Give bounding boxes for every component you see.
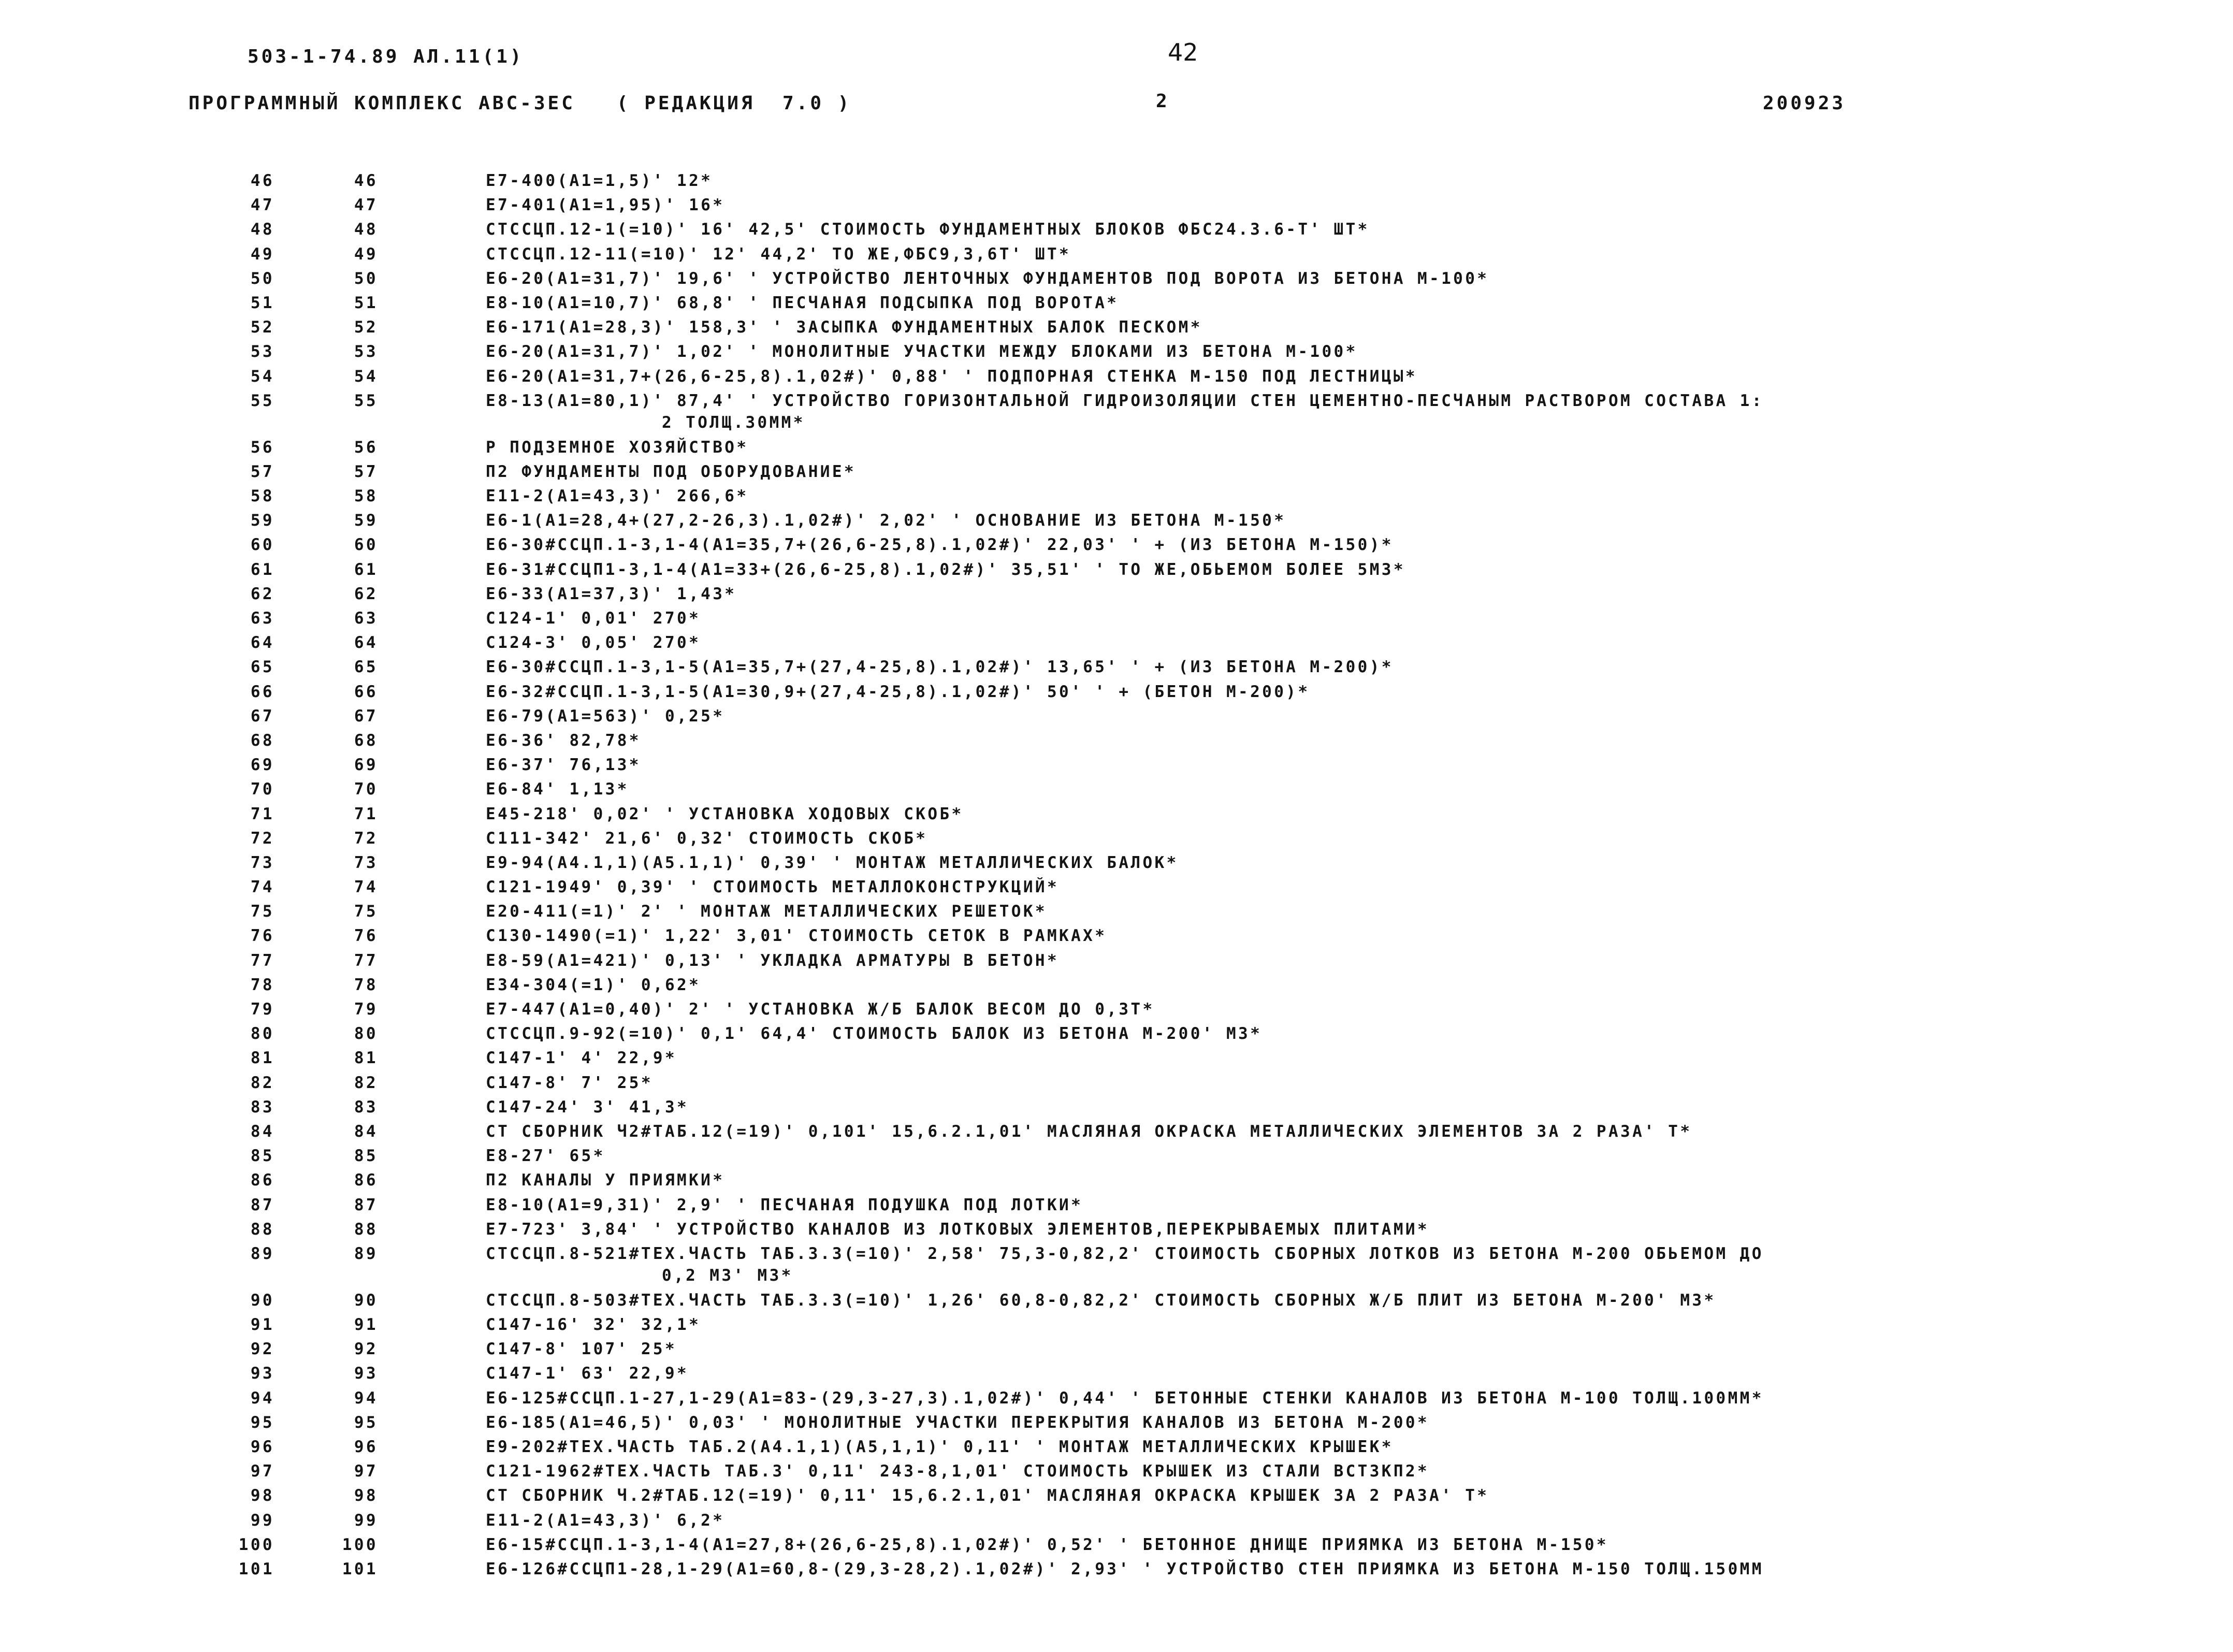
row-text <box>486 828 2226 849</box>
row-number: 51 <box>250 293 274 312</box>
row-text <box>486 341 2226 363</box>
listing-row <box>0 292 2233 316</box>
row-text-main: Е6-30#ССЦП.1-3,1-5(А1=35,7+(27,4-25,8).1,02#)' 13,65' ' + (ИЗ БЕТОНА М-200)* <box>486 658 1394 677</box>
row-number: 85 <box>250 1147 274 1166</box>
row-index: 89 <box>354 1244 378 1263</box>
row-text-main: Е6-15#ССЦП.1-3,1-4(А1=27,8+(26,6-25,8).1,02#)' 0,52' ' БЕТОННОЕ ДНИЩЕ ПРИЯМКА ИЗ БЕТОНА М-150* <box>486 1535 1608 1554</box>
row-text-main: С111-342' 21,6' 0,32' СТОИМОСТЬ СКОБ* <box>486 829 928 848</box>
listing-row <box>0 341 2233 365</box>
row-index: 48 <box>354 220 378 239</box>
listing-row <box>0 876 2233 901</box>
listing-row <box>0 656 2233 680</box>
row-number: 61 <box>250 560 274 579</box>
row-text-main: С147-1' 63' 22,9* <box>486 1364 689 1383</box>
row-index: 47 <box>354 196 378 215</box>
row-text-main: Е6-33(А1=37,3)' 1,43* <box>486 584 737 603</box>
listing-row <box>0 1485 2233 1509</box>
row-text-main: П2 ФУНДАМЕНТЫ ПОД ОБОРУДОВАНИЕ* <box>486 462 856 481</box>
row-index: 56 <box>354 438 378 457</box>
listing-row <box>0 852 2233 876</box>
row-text <box>486 1072 2226 1094</box>
row-index: 57 <box>354 462 378 481</box>
row-text <box>486 1314 2226 1336</box>
row-text <box>486 1121 2226 1142</box>
row-text-main: Е8-10(А1=9,31)' 2,9' ' ПЕСЧАНАЯ ПОДУШКА ПОД ЛОТКИ* <box>486 1195 1083 1214</box>
row-index: 81 <box>354 1049 378 1068</box>
row-text-main: СТССЦП.8-503#ТЕХ.ЧАСТЬ ТАБ.3.3(=10)' 1,26' 60,8-0,82,2' СТОИМОСТЬ СБОРНЫХ Ж/Б ПЛИТ ИЗ БЕТОНА М-200' М3* <box>486 1291 1716 1310</box>
row-number: 48 <box>250 220 274 239</box>
row-text-main: Е7-401(А1=1,95)' 16* <box>486 196 725 215</box>
listing-row <box>0 461 2233 485</box>
row-index: 99 <box>354 1511 378 1530</box>
row-number: 83 <box>250 1097 274 1117</box>
row-text-main: С124-1' 0,01' 270* <box>486 609 701 628</box>
row-number: 80 <box>250 1024 274 1044</box>
listing-row <box>0 534 2233 558</box>
row-text-main: СТ СБОРНИК Ч.2#ТАБ.12(=19)' 0,11' 15,6.2.1,01' МАСЛЯНАЯ ОКРАСКА КРЫШЕК ЗА 2 РАЗА' Т* <box>486 1486 1489 1505</box>
row-number: 78 <box>250 975 274 994</box>
row-text <box>486 1145 2226 1167</box>
row-number: 88 <box>250 1220 274 1239</box>
listing-row <box>0 901 2233 925</box>
listing-row <box>0 950 2233 974</box>
listing-row <box>0 1338 2233 1363</box>
row-index: 95 <box>354 1413 378 1432</box>
row-text-main: СТССЦП.12-1(=10)' 16' 42,5' СТОИМОСТЬ ФУНДАМЕНТНЫХ БЛОКОВ ФБС24.3.6-Т' ШТ* <box>486 220 1370 239</box>
row-text-main: Е6-32#ССЦП.1-3,1-5(А1=30,9+(27,4-25,8).1,02#)' 50' ' + (БЕТОН М-200)* <box>486 682 1310 701</box>
row-text-main: Е45-218' 0,02' ' УСТАНОВКА ХОДОВЫХ СКОБ* <box>486 804 964 823</box>
row-index: 46 <box>354 171 378 190</box>
row-text <box>486 1194 2226 1216</box>
row-number: 49 <box>250 244 274 264</box>
row-number: 47 <box>250 196 274 215</box>
listing-row <box>0 1558 2233 1583</box>
row-text <box>486 754 2226 776</box>
row-text <box>486 534 2226 556</box>
row-number: 98 <box>250 1486 274 1505</box>
row-number: 60 <box>250 535 274 555</box>
row-text <box>486 437 2226 458</box>
listing-row <box>0 681 2233 705</box>
program-title: ПРОГРАММНЫЙ КОМПЛЕКС АВС-ЗЕС ( РЕДАКЦИЯ 7.0 ) <box>189 93 852 114</box>
row-index: 72 <box>354 829 378 848</box>
row-text-main: С147-1' 4' 22,9* <box>486 1049 677 1068</box>
listing-row <box>0 243 2233 268</box>
row-number: 94 <box>250 1388 274 1408</box>
row-text <box>486 1387 2226 1409</box>
row-text <box>486 1558 2226 1580</box>
row-text <box>486 901 2226 922</box>
row-text-main: Е7-447(А1=0,40)' 2' ' УСТАНОВКА Ж/Б БАЛОК ВЕСОМ ДО 0,3Т* <box>486 1000 1155 1019</box>
row-text <box>486 1510 2226 1531</box>
row-text <box>486 170 2226 192</box>
row-index: 76 <box>354 926 378 946</box>
listing-row <box>0 1169 2233 1194</box>
row-text <box>486 656 2226 678</box>
row-text-main: Е7-400(А1=1,5)' 12* <box>486 171 713 190</box>
listing-row <box>0 559 2233 583</box>
row-text-main: Е6-20(А1=31,7)' 19,6' ' УСТРОЙСТВО ЛЕНТОЧНЫХ ФУНДАМЕНТОВ ПОД ВОРОТА ИЗ БЕТОНА М-100* <box>486 269 1489 288</box>
row-number: 90 <box>250 1291 274 1310</box>
row-number: 79 <box>250 1000 274 1019</box>
row-index: 51 <box>354 293 378 312</box>
row-index: 97 <box>354 1462 378 1481</box>
listing-row <box>0 1194 2233 1219</box>
row-text-main: Е6-185(А1=46,5)' 0,03' ' МОНОЛИТНЫЕ УЧАСТКИ ПЕРЕКРЫТИЯ КАНАЛОВ ИЗ БЕТОНА М-200* <box>486 1413 1430 1432</box>
row-index: 65 <box>354 658 378 677</box>
listing-row <box>0 803 2233 828</box>
row-number: 82 <box>250 1073 274 1092</box>
listing-row <box>0 925 2233 949</box>
row-number: 71 <box>250 804 274 823</box>
row-text <box>486 316 2226 338</box>
row-number: 52 <box>250 318 274 337</box>
row-text <box>486 292 2226 314</box>
row-index: 67 <box>354 706 378 726</box>
listing-row <box>0 510 2233 534</box>
row-index: 61 <box>354 560 378 579</box>
row-text-main: Е6-20(А1=31,7+(26,6-25,8).1,02#)' 0,88' ' ПОДПОРНАЯ СТЕНКА М-150 ПОД ЛЕСТНИЦЫ* <box>486 367 1417 386</box>
row-number: 55 <box>250 391 274 410</box>
row-text <box>486 390 2226 433</box>
row-index: 55 <box>354 391 378 410</box>
row-text <box>486 974 2226 996</box>
row-text <box>486 803 2226 825</box>
row-number: 56 <box>250 438 274 457</box>
row-text <box>486 194 2226 216</box>
row-index: 70 <box>354 780 378 799</box>
row-text-continuation: 0,2 М3' М3* <box>662 1266 793 1285</box>
row-text-main: Е8-59(А1=421)' 0,13' ' УКЛАДКА АРМАТУРЫ В БЕТОН* <box>486 951 1060 970</box>
row-index: 49 <box>354 244 378 264</box>
row-number: 95 <box>250 1413 274 1432</box>
row-number: 66 <box>250 682 274 701</box>
row-text-main: Е6-31#ССЦП1-3,1-4(А1=33+(26,6-25,8).1,02#)' 35,51' ' ТО ЖЕ,ОБЬЕМОМ БОЛЕЕ 5М3* <box>486 560 1405 579</box>
row-text <box>486 219 2226 240</box>
row-index: 68 <box>354 731 378 750</box>
row-index: 63 <box>354 609 378 628</box>
row-index: 78 <box>354 975 378 994</box>
row-text <box>486 925 2226 947</box>
listing-row <box>0 1072 2233 1096</box>
row-text-main: СТССЦП.12-11(=10)' 12' 44,2' ТО ЖЕ,ФБС9,3,6Т' ШТ* <box>486 244 1071 264</box>
row-index: 87 <box>354 1195 378 1214</box>
listing-row <box>0 1387 2233 1412</box>
row-text-main: СТ СБОРНИК Ч2#ТАБ.12(=19)' 0,101' 15,6.2.1,01' МАСЛЯНАЯ ОКРАСКА МЕТАЛЛИЧЕСКИХ ЭЛЕМЕНТОВ ЗА 2 РАЗА' Т* <box>486 1122 1692 1141</box>
document-id: 200923 <box>1763 93 1846 114</box>
listing-row <box>0 998 2233 1023</box>
listing-row <box>0 1145 2233 1169</box>
listing-row <box>0 1121 2233 1145</box>
row-index: 92 <box>354 1340 378 1359</box>
row-index: 91 <box>354 1315 378 1335</box>
row-number: 97 <box>250 1462 274 1481</box>
row-index: 69 <box>354 756 378 775</box>
page-number: 42 <box>1168 38 1198 66</box>
row-index: 50 <box>354 269 378 288</box>
row-index: 62 <box>354 584 378 603</box>
row-index: 64 <box>354 633 378 653</box>
row-text <box>486 705 2226 727</box>
listing-row <box>0 974 2233 998</box>
row-index: 60 <box>354 535 378 555</box>
row-text-main: Е9-202#ТЕХ.ЧАСТЬ ТАБ.2(А4.1,1)(А5,1,1)' 0,11' ' МОНТАЖ МЕТАЛЛИЧЕСКИХ КРЫШЕК* <box>486 1438 1394 1456</box>
row-text-main: Е6-125#ССЦП.1-27,1-29(А1=83-(29,3-27,3).1,02#)' 0,44' ' БЕТОННЫЕ СТЕНКИ КАНАЛОВ ИЗ БЕТОНА М-100 ТОЛЩ.100ММ* <box>486 1388 1764 1408</box>
row-index: 82 <box>354 1073 378 1092</box>
row-text <box>486 632 2226 654</box>
listing-row <box>0 437 2233 461</box>
row-index: 90 <box>354 1291 378 1310</box>
row-number: 86 <box>250 1171 274 1190</box>
row-text-main: Е8-13(А1=80,1)' 87,4' ' УСТРОЙСТВО ГОРИЗОНТАЛЬНОЙ ГИДРОИЗОЛЯЦИИ СТЕН ЦЕМЕНТНО-ПЕСЧАНЫМ РАСТВОРОМ СОСТАВА 1: <box>486 391 1764 410</box>
listing-row <box>0 730 2233 754</box>
row-number: 65 <box>250 658 274 677</box>
row-index: 53 <box>354 342 378 361</box>
row-number: 72 <box>250 829 274 848</box>
row-text-main: Е34-304(=1)' 0,62* <box>486 975 701 994</box>
row-number: 84 <box>250 1122 274 1141</box>
row-text <box>486 681 2226 703</box>
row-text-main: Е7-723' 3,84' ' УСТРОЙСТВО КАНАЛОВ ИЗ ЛОТКОВЫХ ЭЛЕМЕНТОВ,ПЕРЕКРЫВАЕМЫХ ПЛИТАМИ* <box>486 1220 1430 1239</box>
row-text <box>486 1485 2226 1506</box>
row-number: 53 <box>250 342 274 361</box>
listing-row <box>0 1243 2233 1289</box>
row-text <box>486 485 2226 507</box>
listing-row <box>0 170 2233 194</box>
row-text-main: Е6-126#ССЦП1-28,1-29(А1=60,8-(29,3-28,2).1,02#)' 2,93' ' УСТРОЙСТВО СТЕН ПРИЯМКА ИЗ БЕТОНА М-150 ТОЛЩ.150ММ <box>486 1559 1764 1578</box>
row-number: 96 <box>250 1438 274 1456</box>
row-index: 74 <box>354 878 378 897</box>
row-text-main: Е8-27' 65* <box>486 1147 605 1166</box>
row-text-main: Р ПОДЗЕМНОЕ ХОЗЯЙСТВО* <box>486 438 749 457</box>
row-index: 73 <box>354 853 378 872</box>
listing-row <box>0 583 2233 607</box>
row-text-main: С147-24' 3' 41,3* <box>486 1097 689 1117</box>
row-text <box>486 268 2226 289</box>
row-index: 80 <box>354 1024 378 1044</box>
row-text <box>486 1243 2226 1286</box>
row-text-main: С147-8' 107' 25* <box>486 1340 677 1359</box>
row-number: 74 <box>250 878 274 897</box>
row-text-continuation: 2 ТОЛЩ.30ММ* <box>662 413 805 432</box>
listing-row <box>0 705 2233 730</box>
row-number: 100 <box>238 1535 274 1554</box>
row-text <box>486 1047 2226 1069</box>
row-number: 101 <box>238 1559 274 1578</box>
row-number: 81 <box>250 1049 274 1068</box>
listing-row <box>0 754 2233 778</box>
listing-row <box>0 1219 2233 1243</box>
row-index: 52 <box>354 318 378 337</box>
row-number: 70 <box>250 780 274 799</box>
row-text-main: Е6-171(А1=28,3)' 158,3' ' ЗАСЫПКА ФУНДАМЕНТНЫХ БАЛОК ПЕСКОМ* <box>486 318 1202 337</box>
listing-row <box>0 1510 2233 1534</box>
listing-row <box>0 1363 2233 1387</box>
row-text-main: С121-1949' 0,39' ' СТОИМОСТЬ МЕТАЛЛОКОНСТРУКЦИЙ* <box>486 878 1060 897</box>
listing-row <box>0 778 2233 803</box>
listing-row <box>0 828 2233 852</box>
row-index: 98 <box>354 1486 378 1505</box>
listing-row <box>0 1412 2233 1436</box>
page-sub-number: 2 <box>1156 91 1170 112</box>
row-number: 50 <box>250 269 274 288</box>
row-text-main: Е6-30#ССЦП.1-3,1-4(А1=35,7+(26,6-25,8).1,02#)' 22,03' ' + (ИЗ БЕТОНА М-150)* <box>486 535 1394 555</box>
row-number: 87 <box>250 1195 274 1214</box>
row-text <box>486 461 2226 483</box>
row-index: 58 <box>354 487 378 506</box>
row-text <box>486 852 2226 874</box>
row-text <box>486 583 2226 605</box>
row-text <box>486 1338 2226 1360</box>
row-text-main: Е6-1(А1=28,4+(27,2-26,3).1,02#)' 2,02' ' ОСНОВАНИЕ ИЗ БЕТОНА М-150* <box>486 511 1286 530</box>
row-text-main: СТССЦП.9-92(=10)' 0,1' 64,4' СТОИМОСТЬ БАЛОК ИЗ БЕТОНА М-200' М3* <box>486 1024 1263 1044</box>
listing-row <box>0 1460 2233 1485</box>
row-index: 54 <box>354 367 378 386</box>
row-number: 76 <box>250 926 274 946</box>
row-text-main: С147-16' 32' 32,1* <box>486 1315 701 1335</box>
row-index: 84 <box>354 1122 378 1141</box>
row-text-main: С130-1490(=1)' 1,22' 3,01' СТОИМОСТЬ СЕТОК В РАМКАХ* <box>486 926 1107 946</box>
listing-row <box>0 485 2233 510</box>
listing-row <box>0 1096 2233 1121</box>
row-number: 75 <box>250 902 274 921</box>
row-index: 66 <box>354 682 378 701</box>
listing-row <box>0 1314 2233 1338</box>
row-text <box>486 1363 2226 1384</box>
row-index: 100 <box>342 1535 378 1554</box>
row-text <box>486 876 2226 898</box>
listing-row <box>0 219 2233 243</box>
listing-row <box>0 390 2233 437</box>
listing-row <box>0 194 2233 219</box>
row-number: 69 <box>250 756 274 775</box>
listing-row <box>0 1534 2233 1558</box>
row-number: 73 <box>250 853 274 872</box>
row-text <box>486 559 2226 581</box>
row-text <box>486 730 2226 751</box>
row-number: 58 <box>250 487 274 506</box>
row-number: 54 <box>250 367 274 386</box>
row-text <box>486 1023 2226 1045</box>
row-number: 68 <box>250 731 274 750</box>
row-text-main: Е6-36' 82,78* <box>486 731 641 750</box>
row-index: 96 <box>354 1438 378 1456</box>
listing-row <box>0 1289 2233 1314</box>
row-number: 91 <box>250 1315 274 1335</box>
row-index: 79 <box>354 1000 378 1019</box>
row-number: 89 <box>250 1244 274 1263</box>
listing-row <box>0 607 2233 632</box>
row-number: 64 <box>250 633 274 653</box>
row-text-main: Е11-2(А1=43,3)' 6,2* <box>486 1511 725 1530</box>
row-index: 85 <box>354 1147 378 1166</box>
listing-row <box>0 1047 2233 1071</box>
row-number: 67 <box>250 706 274 726</box>
row-index: 71 <box>354 804 378 823</box>
row-text-main: Е20-411(=1)' 2' ' МОНТАЖ МЕТАЛЛИЧЕСКИХ РЕШЕТОК* <box>486 902 1047 921</box>
row-text <box>486 1412 2226 1433</box>
listing-row <box>0 316 2233 341</box>
row-index: 77 <box>354 951 378 970</box>
row-text <box>486 1219 2226 1240</box>
row-text-main: С121-1962#ТЕХ.ЧАСТЬ ТАБ.3' 0,11' 243-8,1,01' СТОИМОСТЬ КРЫШЕК ИЗ СТАЛИ ВСТ3КП2* <box>486 1462 1430 1481</box>
row-text-main: Е6-84' 1,13* <box>486 780 629 799</box>
row-text <box>486 1436 2226 1458</box>
row-text-main: Е6-79(А1=563)' 0,25* <box>486 706 725 726</box>
row-text <box>486 1460 2226 1482</box>
row-text <box>486 778 2226 800</box>
row-number: 59 <box>250 511 274 530</box>
row-index: 75 <box>354 902 378 921</box>
row-text-main: Е9-94(А4.1,1)(А5.1,1)' 0,39' ' МОНТАЖ МЕТАЛЛИЧЕСКИХ БАЛОК* <box>486 853 1179 872</box>
row-text-main: Е11-2(А1=43,3)' 266,6* <box>486 487 749 506</box>
row-text-main: С124-3' 0,05' 270* <box>486 633 701 653</box>
row-text-main: С147-8' 7' 25* <box>486 1073 653 1092</box>
row-text-main: Е6-37' 76,13* <box>486 756 641 775</box>
row-text <box>486 1096 2226 1118</box>
row-index: 83 <box>354 1097 378 1117</box>
row-text <box>486 950 2226 972</box>
row-index: 86 <box>354 1171 378 1190</box>
row-text <box>486 366 2226 387</box>
row-text <box>486 1169 2226 1191</box>
listing-row <box>0 632 2233 656</box>
row-index: 93 <box>354 1364 378 1383</box>
row-number: 57 <box>250 462 274 481</box>
document-code: 503-1-74.89 АЛ.11(1) <box>248 46 524 67</box>
row-text-main: П2 КАНАЛЫ У ПРИЯМКИ* <box>486 1171 725 1190</box>
row-text <box>486 607 2226 629</box>
row-number: 63 <box>250 609 274 628</box>
row-text-main: Е6-20(А1=31,7)' 1,02' ' МОНОЛИТНЫЕ УЧАСТКИ МЕЖДУ БЛОКАМИ ИЗ БЕТОНА М-100* <box>486 342 1358 361</box>
row-text <box>486 998 2226 1020</box>
listing-row <box>0 1023 2233 1047</box>
row-number: 77 <box>250 951 274 970</box>
row-number: 99 <box>250 1511 274 1530</box>
row-index: 59 <box>354 511 378 530</box>
row-number: 46 <box>250 171 274 190</box>
row-index: 94 <box>354 1388 378 1408</box>
row-number: 92 <box>250 1340 274 1359</box>
listing-row <box>0 366 2233 390</box>
row-text-main: СТССЦП.8-521#ТЕХ.ЧАСТЬ ТАБ.3.3(=10)' 2,58' 75,3-0,82,2' СТОИМОСТЬ СБОРНЫХ ЛОТКОВ ИЗ БЕТОНА М-200 ОБЬЕМОМ ДО <box>486 1244 1764 1263</box>
row-text <box>486 243 2226 265</box>
row-number: 62 <box>250 584 274 603</box>
row-number: 93 <box>250 1364 274 1383</box>
listing-row <box>0 1436 2233 1460</box>
row-index: 101 <box>342 1559 378 1578</box>
row-index: 88 <box>354 1220 378 1239</box>
row-text-main: Е8-10(А1=10,7)' 68,8' ' ПЕСЧАНАЯ ПОДСЫПКА ПОД ВОРОТА* <box>486 293 1119 312</box>
listing-row <box>0 268 2233 292</box>
estimate-listing <box>0 170 2233 1583</box>
row-text <box>486 1289 2226 1311</box>
row-text <box>486 510 2226 531</box>
row-text <box>486 1534 2226 1556</box>
